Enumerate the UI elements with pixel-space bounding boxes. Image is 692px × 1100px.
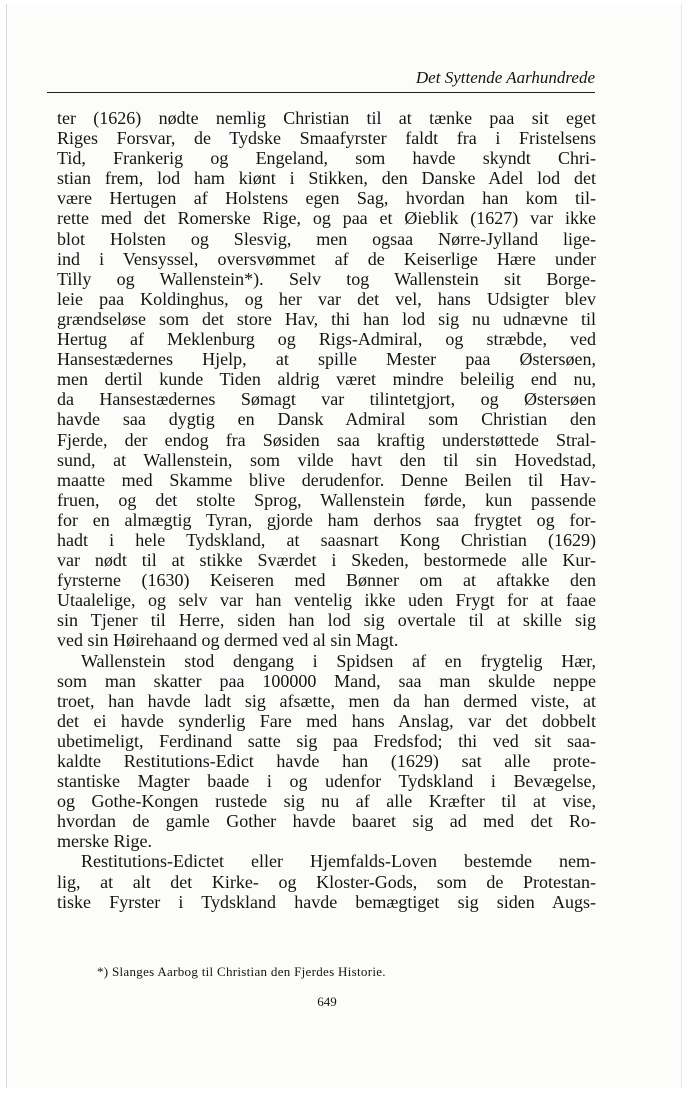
- text-line: ter (1626) nødte nemlig Christian til at tænke paa sit eget: [57, 108, 596, 128]
- text-line: leie paa Koldinghus, og her var det vel, hans Udsigter blev: [57, 288, 596, 309]
- book-page: [6, 4, 682, 1088]
- text-line: Wallenstein stod dengang i Spidsen af en frygtelig Hær,: [81, 650, 596, 671]
- text-line: rette med det Romerske Rige, og paa et Øieblik (1627) var ikke: [57, 208, 596, 229]
- running-header: Det Syttende Aarhundrede: [47, 68, 595, 93]
- text-line: sund, at Wallenstein, som vilde havt den til sin Hovedstad,: [57, 449, 596, 470]
- text-line: det ei havde synderlig Fare med hans Anslag, var det dobbelt: [57, 710, 596, 731]
- text-line: da Hansestædernes Sømagt var tilintetgjort, og Østersøen: [57, 389, 596, 410]
- text-line: Tid, Frankerig og Engeland, som havde skyndt Chri-: [57, 148, 596, 169]
- text-line: hadt i hele Tydskland, at saasnart Kong Christian (1629): [57, 529, 596, 550]
- text-line: var nødt til at stikke Sværdet i Skeden, bestormede alle Kur-: [57, 550, 596, 571]
- text-line: Tilly og Wallenstein*). Selv tog Wallenstein sit Borge-: [57, 268, 596, 289]
- text-line: som man skatter paa 100000 Mand, saa man skulde neppe: [57, 670, 596, 691]
- text-line: lig, at alt det Kirke- og Kloster-Gods, som de Protestan-: [57, 871, 596, 892]
- text-line: troet, han havde ladt sig afsætte, men da han dermed viste, at: [57, 690, 596, 711]
- text-line: ubetimeligt, Ferdinand satte sig paa Fredsfod; thi ved sit saa-: [57, 730, 596, 751]
- text-line: Hansestædernes Hjelp, at spille Mester paa Østersøen,: [57, 349, 596, 370]
- text-line: stantiske Magter baade i og udenfor Tydskland i Bevægelse,: [57, 771, 596, 792]
- text-line: blot Holsten og Slesvig, men ogsaa Nørre-Jylland lige-: [57, 228, 596, 249]
- footnote: *) Slanges Aarbog til Christian den Fjerdes Historie.: [97, 964, 386, 979]
- text-line: være Hertugen af Holstens egen Sag, hvordan han kom til-: [57, 188, 596, 209]
- text-line: tiske Fyrster i Tydskland havde bemægtiget sig siden Augs-: [57, 891, 596, 912]
- text-line: maatte med Skamme blive derudenfor. Denne Beilen til Hav-: [57, 469, 596, 490]
- body-text: [57, 108, 596, 912]
- text-line: ved sin Høirehaand og dermed ved al sin Magt.: [57, 630, 399, 651]
- text-line: Riges Forsvar, de Tydske Smaafyrster faldt fra i Fristelsens: [57, 128, 596, 149]
- text-line: kaldte Restitutions-Edict havde han (1629) sat alle prote-: [57, 751, 596, 771]
- text-line: merske Rige.: [57, 831, 152, 852]
- text-line: men dertil kunde Tiden aldrig været mindre beleilig end nu,: [57, 369, 596, 390]
- text-line: og Gothe-Kongen rustede sig nu af alle Kræfter til at vise,: [57, 791, 596, 812]
- text-line: Hertug af Meklenburg og Rigs-Admiral, og stræbde, ved: [57, 329, 596, 350]
- text-line: fruen, og det stolte Sprog, Wallenstein førde, kun passende: [57, 489, 596, 510]
- text-line: sin Tjener til Herre, siden han lod sig overtale til at skille sig: [57, 610, 596, 631]
- text-line: grændseløse som det store Hav, thi han lod sig nu udnævne til: [57, 308, 596, 329]
- text-line: ind i Vensyssel, oversvømmet af de Keiserlige Hære under: [57, 248, 596, 269]
- text-line: havde saa dygtig en Dansk Admiral som Christian den: [57, 409, 596, 430]
- text-line: stian frem, lod ham kiønt i Stikken, den Danske Adel lod det: [57, 168, 596, 189]
- text-line: hvordan de gamle Gother havde baaret sig ad med det Ro-: [57, 811, 596, 832]
- text-line: for en almægtig Tyran, gjorde ham derhos saa frygtet og for-: [57, 509, 596, 530]
- text-line: Restitutions-Edictet eller Hjemfalds-Loven bestemde nem-: [81, 851, 596, 872]
- text-line: Fjerde, der endog fra Søsiden saa kraftig understøttede Stral-: [57, 429, 596, 450]
- text-line: Utaalelige, og selv var han ventelig ikke uden Frygt for at faae: [57, 590, 596, 611]
- page-number: 649: [317, 994, 337, 1009]
- text-line: fyrsterne (1630) Keiseren med Bønner om at aftakke den: [57, 570, 596, 591]
